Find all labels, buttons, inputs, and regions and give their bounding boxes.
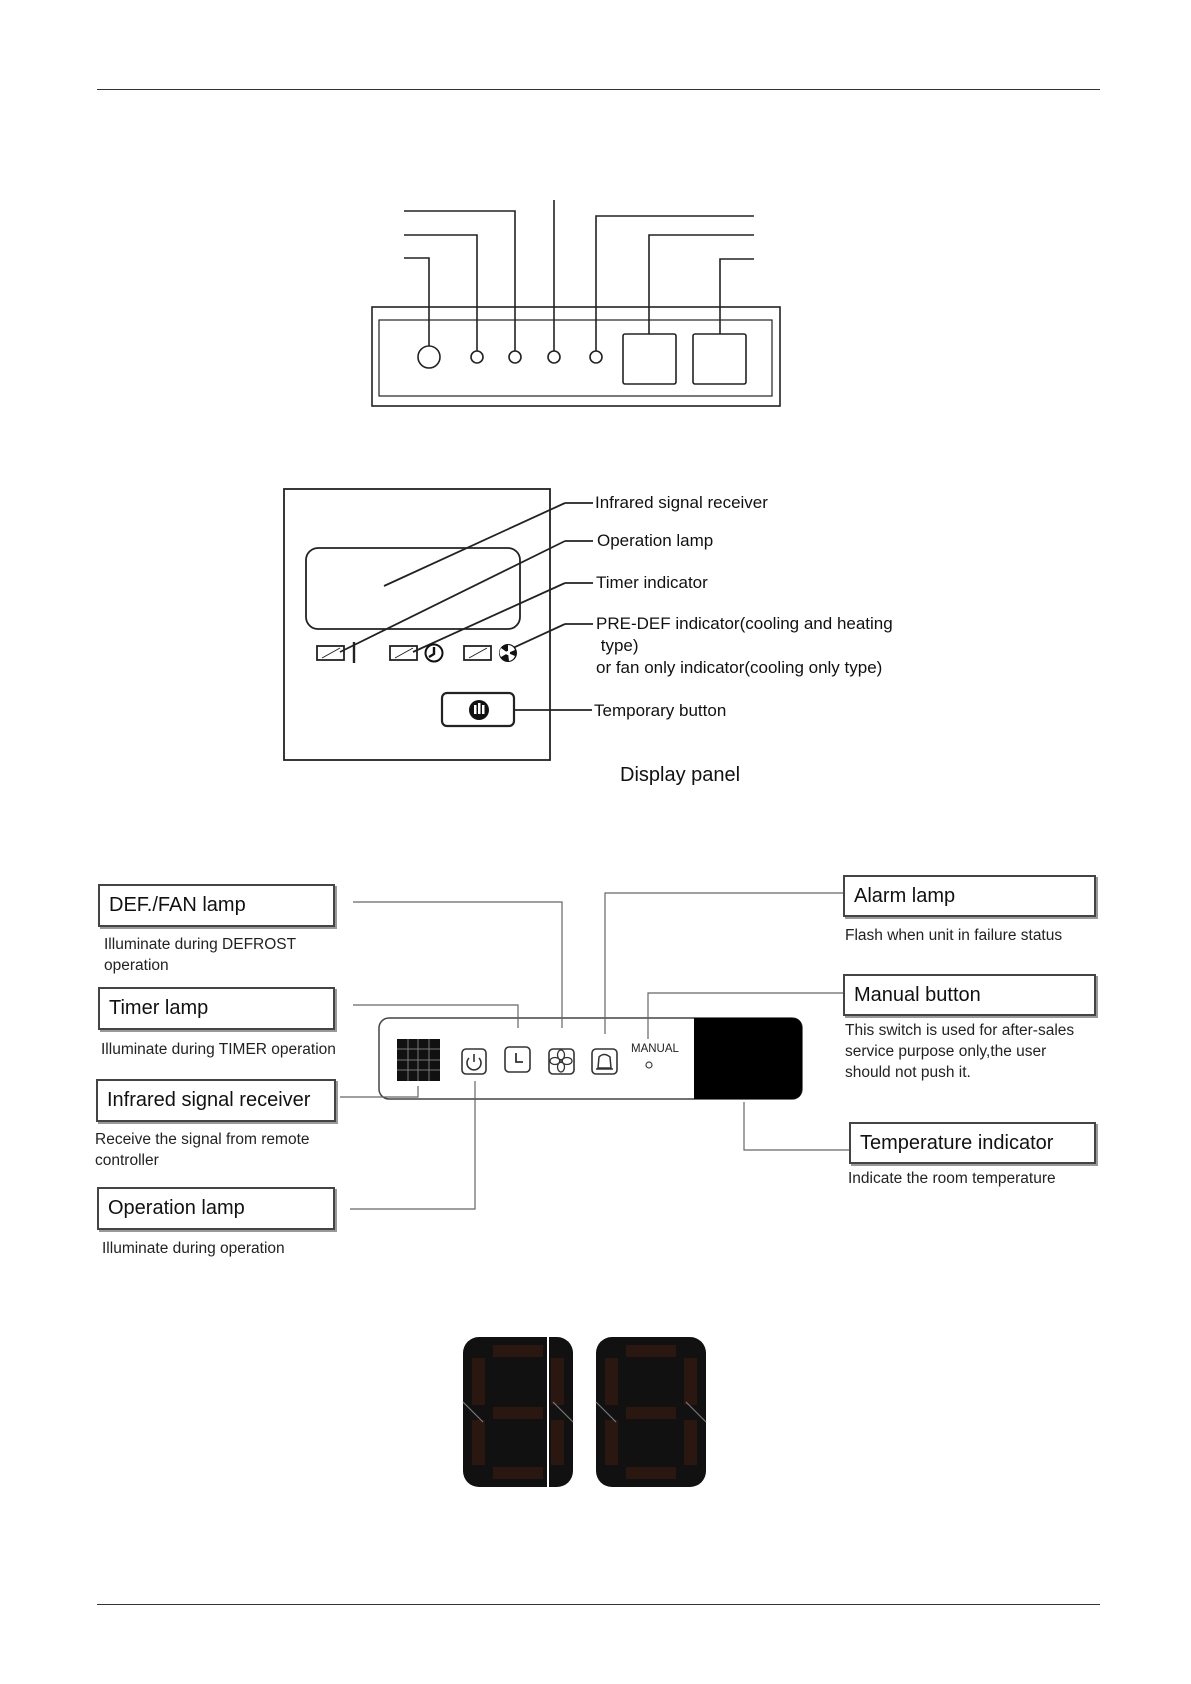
- label-timer-indicator: Timer indicator: [596, 573, 708, 592]
- callout-manual-title: Manual button: [854, 983, 981, 1006]
- callout-infrared-title: Infrared signal receiver: [107, 1089, 311, 1111]
- label-operation-lamp: Operation lamp: [597, 531, 714, 550]
- display-panel-caption: Display panel: [620, 764, 741, 786]
- label-predef-line3: or fan only indicator(cooling only type): [596, 658, 883, 677]
- def-fan-desc-line1: Illuminate during DEFROST: [104, 936, 297, 953]
- callout-timer-desc: Illuminate during TIMER operation: [101, 1041, 336, 1058]
- callout-operation-title: Operation lamp: [108, 1197, 245, 1219]
- def-fan-desc-line2: operation: [104, 957, 169, 974]
- callout-def-fan-title: DEF./FAN lamp: [109, 894, 246, 916]
- seven-segment-digit-left: [463, 1337, 573, 1487]
- label-temporary-button: Temporary button: [594, 701, 727, 720]
- callout-timer-title: Timer lamp: [109, 997, 209, 1019]
- seven-segment-digit-right: [596, 1337, 706, 1487]
- label-predef-line1: PRE-DEF indicator(cooling and heating: [596, 614, 893, 633]
- manual-desc-line3: should not push it.: [845, 1064, 971, 1081]
- manual-desc-line1: This switch is used for after-sales: [845, 1022, 1075, 1039]
- label-infrared-receiver: Infrared signal receiver: [595, 493, 768, 512]
- callout-temperature-desc: Indicate the room temperature: [848, 1170, 1056, 1187]
- manual-label: MANUAL: [631, 1043, 679, 1055]
- callout-alarm-desc: Flash when unit in failure status: [845, 927, 1063, 944]
- callout-temperature-title: Temperature indicator: [860, 1131, 1054, 1154]
- callout-operation-desc: Illuminate during operation: [102, 1240, 285, 1257]
- infrared-desc-line1: Receive the signal from remote: [95, 1131, 310, 1148]
- callout-alarm-title: Alarm lamp: [854, 884, 956, 907]
- manual-desc-line2: service purpose only,the user: [845, 1043, 1047, 1060]
- label-predef-line2: type): [596, 636, 639, 655]
- infrared-desc-line2: controller: [95, 1152, 159, 1169]
